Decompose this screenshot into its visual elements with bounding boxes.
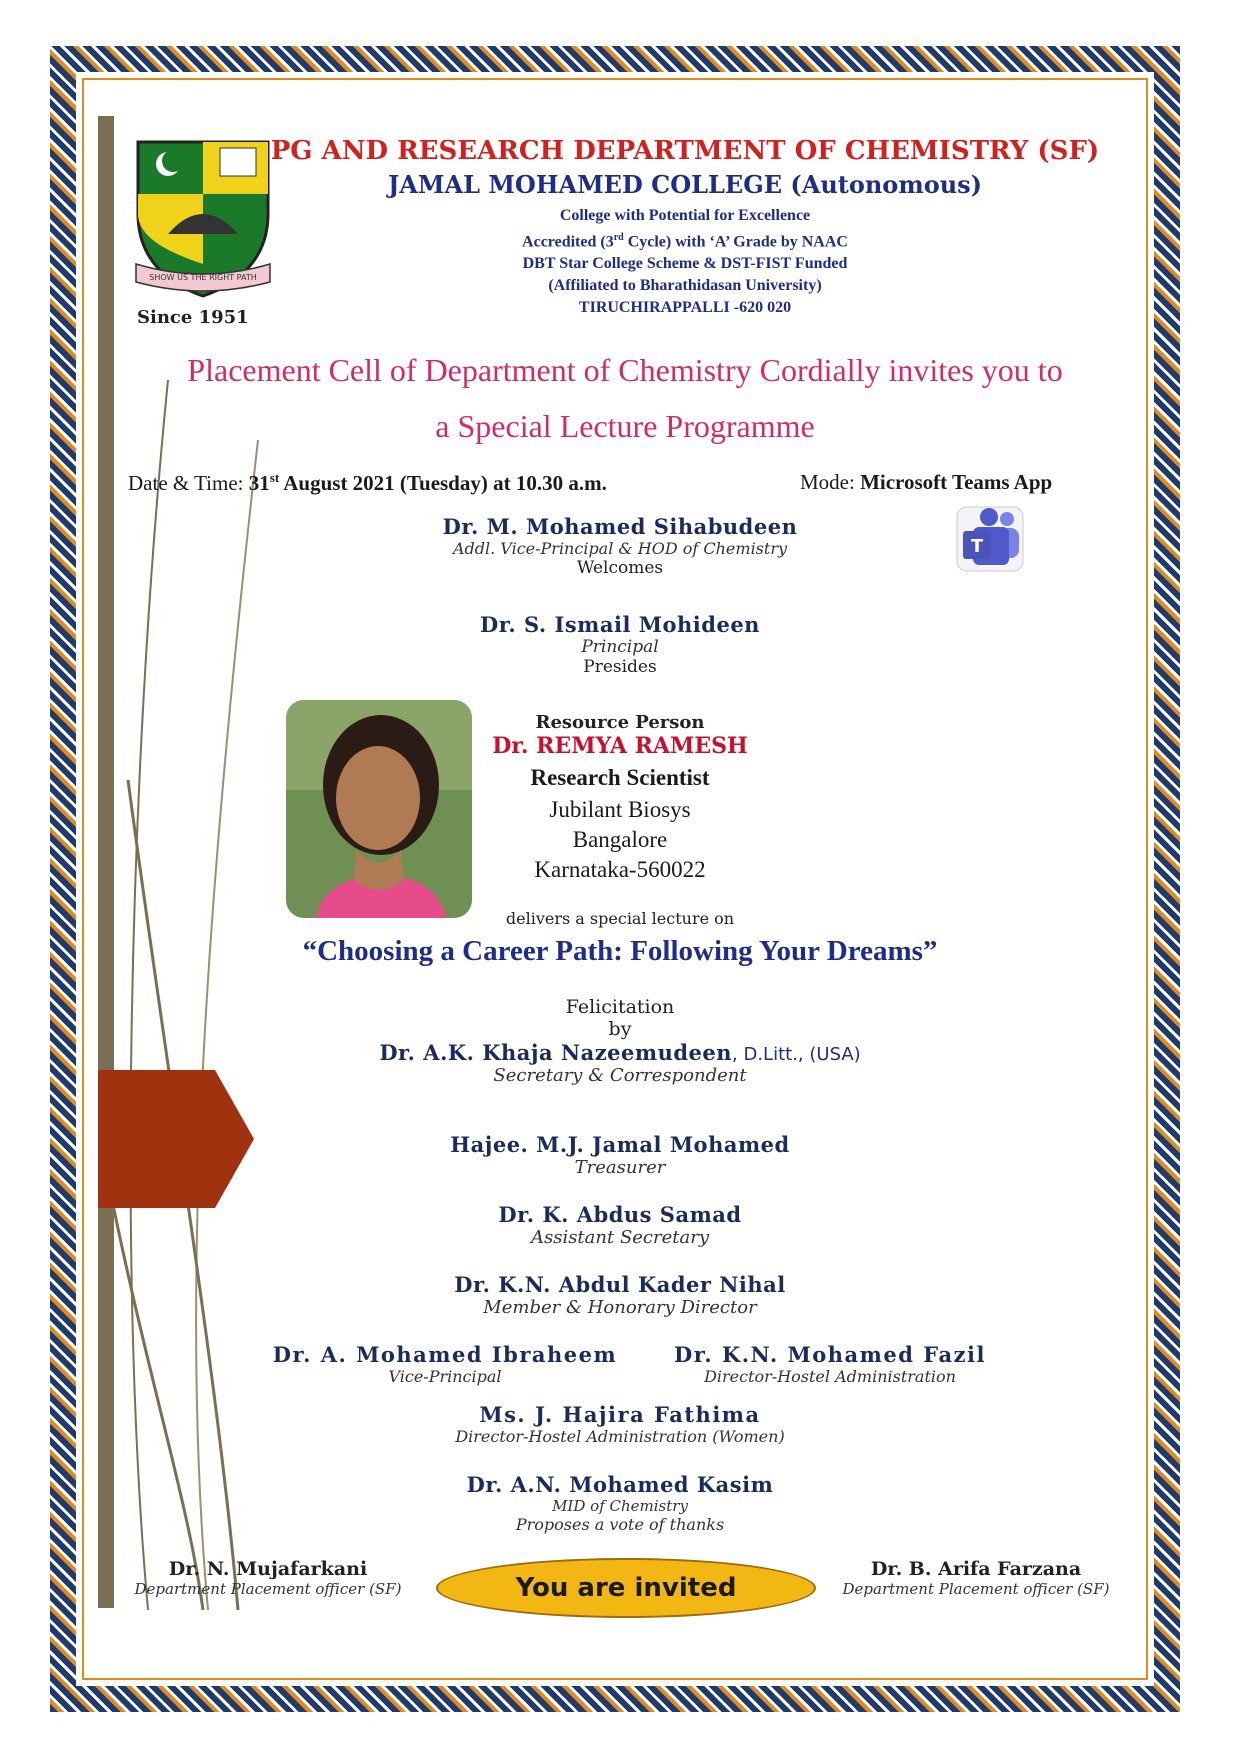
principal-name: Dr. S. Ismail Mohideen (480, 612, 760, 637)
treasurer-name: Hajee. M.J. Jamal Mohamed (450, 1132, 790, 1157)
hostel-director-name: Dr. K.N. Mohamed Fazil (674, 1342, 986, 1367)
microsoft-teams-icon (955, 503, 1027, 575)
resource-name: Dr. REMYA RAMESH (492, 733, 748, 759)
funding-line: DBT Star College Scheme & DST-FIST Funded (522, 255, 848, 273)
felicitation-role: Secretary & Correspondent (493, 1065, 747, 1086)
address: TIRUCHIRAPPALLI -620 020 (578, 299, 792, 317)
asst-secretary-name: Dr. K. Abdus Samad (498, 1202, 742, 1227)
resource-title: Research Scientist (530, 765, 710, 790)
felicitation-person: Dr. A.K. Khaja Nazeemudeen, D.Litt., (USA) (379, 1040, 861, 1065)
women-director-name: Ms. J. Hajira Fathima (479, 1402, 761, 1427)
resource-city: Bangalore (572, 827, 668, 852)
placement-officer-left-role: Department Placement officer (SF) (134, 1580, 402, 1598)
vote-action: Proposes a vote of thanks (515, 1515, 725, 1534)
department-title: PG AND RESEARCH DEPARTMENT OF CHEMISTRY (SF) (270, 136, 1100, 166)
welcome-action: Welcomes (576, 558, 664, 578)
accreditation: Accredited (3rd Cycle) with ‘A’ Grade by NAAC (522, 232, 848, 251)
resource-label: Resource Person (535, 712, 705, 733)
college-name: JAMAL MOHAMED COLLEGE (Autonomous) (387, 170, 983, 199)
vice-principal-role: Vice-Principal (388, 1367, 502, 1386)
affiliation: (Affiliated to Bharathidasan University) (548, 277, 822, 295)
lecture-topic: “Choosing a Career Path: Following Your Dreams” (302, 935, 938, 967)
invitation-line-1: Placement Cell of Department of Chemistry Cordially invites you to (187, 352, 1063, 388)
felicitation-by: by (608, 1018, 632, 1040)
resource-org: Jubilant Biosys (549, 797, 691, 822)
vote-name: Dr. A.N. Mohamed Kasim (466, 1472, 774, 1497)
welcome-role: Addl. Vice-Principal & HOD of Chemistry (452, 539, 788, 558)
invitation-line-2: a Special Lecture Programme (435, 408, 815, 444)
mode: Mode: Microsoft Teams App (800, 470, 1053, 494)
treasurer-role: Treasurer (574, 1157, 666, 1178)
placement-officer-right-name: Dr. B. Arifa Farzana (870, 1558, 1082, 1580)
placement-officer-left-name: Dr. N. Mujafarkani (168, 1558, 368, 1580)
vote-role: MID of Chemistry (552, 1497, 688, 1515)
women-director-role: Director-Hostel Administration (Women) (455, 1427, 785, 1446)
decorative-curves (108, 380, 308, 1610)
vice-principal-name: Dr. A. Mohamed Ibraheem (272, 1342, 618, 1367)
date-time: Date & Time: 31st August 2021 (Tuesday) at 10.30 a.m. (128, 470, 607, 495)
resource-person-photo (286, 700, 472, 918)
svg-text:SHOW US THE RIGHT PATH: SHOW US THE RIGHT PATH (149, 273, 257, 282)
felicitation-label: Felicitation (565, 996, 675, 1018)
hostel-director-role: Director-Hostel Administration (704, 1367, 956, 1386)
college-potential: College with Potential for Excellence (559, 207, 811, 224)
you-are-invited-badge: You are invited (436, 1558, 816, 1618)
resource-state: Karnataka-560022 (534, 857, 706, 882)
since-label: Since 1951 (137, 307, 249, 328)
welcome-name: Dr. M. Mohamed Sihabudeen (442, 514, 798, 539)
principal-role: Principal (581, 637, 659, 657)
asst-secretary-role: Assistant Secretary (530, 1227, 710, 1248)
honorary-director-role: Member & Honorary Director (483, 1297, 757, 1318)
principal-action: Presides (583, 657, 657, 677)
svg-text:T: T (970, 536, 984, 557)
placement-officer-right-role: Department Placement officer (SF) (842, 1580, 1110, 1598)
delivers-text: delivers a special lecture on (505, 909, 735, 928)
honorary-director-name: Dr. K.N. Abdul Kader Nihal (454, 1272, 786, 1297)
college-logo (128, 134, 278, 302)
